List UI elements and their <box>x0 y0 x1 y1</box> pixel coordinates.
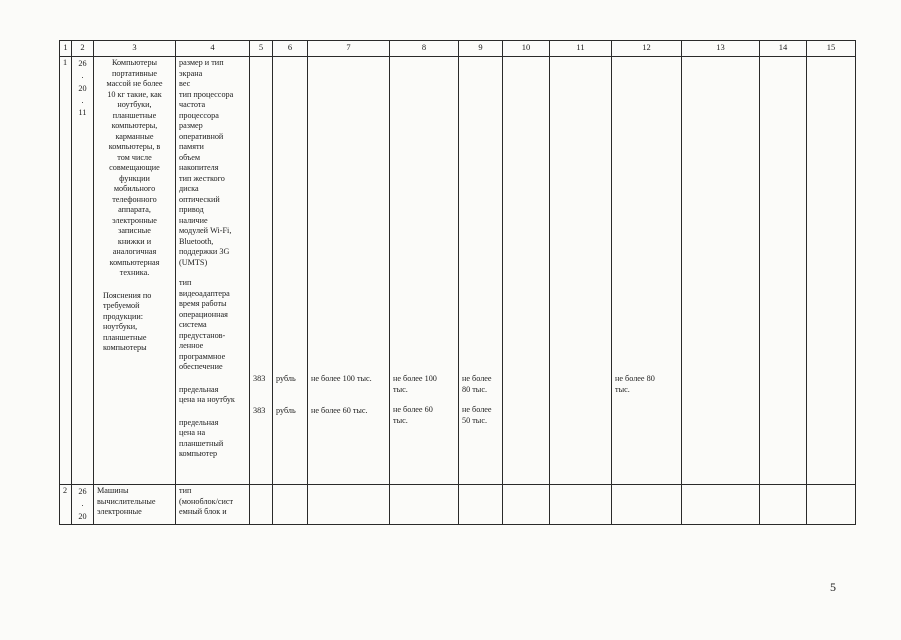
product-name-line: планшетные <box>112 110 157 120</box>
price-line: тыс. <box>393 415 408 425</box>
col8-cell <box>390 57 459 485</box>
price-label-line: планшетный <box>179 438 224 448</box>
page-number: 5 <box>830 580 836 594</box>
spec-cell <box>176 57 250 485</box>
header-cell: 8 <box>390 41 459 57</box>
table-row <box>60 57 856 485</box>
price-line: не более 60 <box>393 405 433 414</box>
spec-item: размер <box>179 121 203 130</box>
price-value <box>393 374 455 395</box>
product-name-cell <box>94 57 176 485</box>
spec-item: тип <box>179 278 192 287</box>
row-number: 2 <box>60 485 72 525</box>
product-name-line: массой не более <box>106 79 163 88</box>
product-name <box>97 486 172 518</box>
explanation-line: Пояснения по <box>103 290 152 300</box>
spec-item: тип жесткого <box>179 173 225 183</box>
spec-item: тип <box>179 486 192 495</box>
product-name-line: книжки и <box>117 236 152 246</box>
spec-list <box>179 58 246 268</box>
price-label-line: предельная <box>179 417 219 427</box>
header-cell: 6 <box>273 41 308 57</box>
product-name-line: том числе <box>117 152 152 162</box>
spec-item: объем <box>179 152 201 162</box>
product-name-line: компьютеры, <box>111 121 158 130</box>
row-number: 1 <box>60 57 72 485</box>
header-cell: 5 <box>250 41 273 57</box>
empty-cell <box>273 485 308 525</box>
specification-table <box>59 40 856 525</box>
empty-cell <box>807 485 856 525</box>
spec-item: экрана <box>179 68 203 78</box>
spec-item: программное <box>179 351 226 361</box>
price-value <box>393 405 455 426</box>
spec-cell <box>176 485 250 525</box>
unit-name: рубль <box>276 405 296 415</box>
price-line: не более 80 <box>615 374 655 383</box>
spec-item: модулей Wi-Fi, <box>179 226 232 235</box>
product-name-line: электронные <box>97 507 142 516</box>
spec-item: Bluetooth, <box>179 236 214 246</box>
price-value <box>615 374 678 395</box>
product-name-line: ноутбуки, <box>117 100 152 109</box>
spec-item: оперативной <box>179 131 224 141</box>
okpd-code: 26 . 20 <box>72 485 94 525</box>
header-cell: 13 <box>682 41 760 57</box>
unit-name-cell <box>273 57 308 485</box>
product-name-line: 10 кг такие, как <box>107 89 162 99</box>
product-name-line: Компьютеры <box>111 58 158 67</box>
spec-item: система <box>179 320 207 329</box>
product-name-line: вычислительные <box>97 496 156 506</box>
spec-item: диска <box>179 184 199 193</box>
unit-name: рубль <box>276 374 296 383</box>
col13-cell <box>682 57 760 485</box>
col10-cell <box>503 57 550 485</box>
product-name-cell <box>94 485 176 525</box>
spec-item: наличие <box>179 215 208 225</box>
product-name-line: техника. <box>119 268 150 277</box>
price-label-notebook <box>179 385 246 406</box>
product-name <box>97 58 172 279</box>
price-label-line: предельная <box>179 384 219 394</box>
explanation-line: требуемой <box>103 301 140 310</box>
header-cell: 14 <box>760 41 807 57</box>
explanation-line: компьютеры <box>103 343 147 352</box>
spec-item: тип процессора <box>179 89 234 99</box>
empty-cell <box>550 485 612 525</box>
price-line: 80 тыс. <box>462 384 487 394</box>
product-name-line: Машины <box>97 486 129 495</box>
price-line: не более <box>462 405 492 414</box>
price-label-line: компьютер <box>179 449 218 458</box>
spec-item: видеоадаптера <box>179 288 230 298</box>
empty-cell <box>459 485 503 525</box>
header-cell: 2 <box>72 41 94 57</box>
table-row <box>60 485 856 525</box>
spec-item: время работы <box>179 299 227 308</box>
spec-item: привод <box>179 205 204 214</box>
header-cell: 10 <box>503 41 550 57</box>
empty-cell <box>503 485 550 525</box>
empty-cell <box>760 485 807 525</box>
spec-item: оптический <box>179 194 220 204</box>
spec-item: памяти <box>179 142 204 151</box>
spec-item: ленное <box>179 341 204 350</box>
spec-item: емный блок и <box>179 507 227 516</box>
price-value: не более 100 тыс. <box>311 374 372 383</box>
price-line: не более <box>462 374 492 383</box>
header-cell: 15 <box>807 41 856 57</box>
col14-cell <box>760 57 807 485</box>
empty-cell <box>612 485 682 525</box>
spec-item: (UMTS) <box>179 257 208 267</box>
spec-item: процессора <box>179 110 219 120</box>
header-cell: 12 <box>612 41 682 57</box>
empty-cell <box>390 485 459 525</box>
spec-item: (моноблок/сист <box>179 496 234 506</box>
price-label-tablet <box>179 418 246 460</box>
price-line: 50 тыс. <box>462 415 487 425</box>
spec-item: поддержки 3G <box>179 247 230 256</box>
price-label-line: цена на <box>179 428 206 437</box>
price-label-line: цена на ноутбук <box>179 395 235 404</box>
header-cell: 1 <box>60 41 72 57</box>
product-name-line: мобильного <box>113 184 156 193</box>
col9-cell <box>459 57 503 485</box>
product-name-line: совмещающие <box>109 163 160 172</box>
explanation-line: ноутбуки, <box>103 322 138 331</box>
spec-item: операционная <box>179 309 228 319</box>
unit-code-cell <box>250 57 273 485</box>
product-name-line: функции <box>119 173 150 183</box>
product-name-line: электронные <box>112 215 157 225</box>
header-cell: 7 <box>308 41 390 57</box>
empty-cell <box>308 485 390 525</box>
product-name-line: портативные <box>112 68 157 78</box>
product-name-line: записные <box>118 226 151 235</box>
product-name-line: аппарата, <box>118 205 151 214</box>
spec-list <box>179 486 246 518</box>
col12-cell <box>612 57 682 485</box>
okpd-code: 26 . 20 . 11 <box>72 57 94 485</box>
product-name-line: телефонного <box>112 194 157 204</box>
price-line: тыс. <box>393 384 408 394</box>
explanation-line: планшетные <box>103 332 147 342</box>
price-value <box>462 374 499 395</box>
col15-cell <box>807 57 856 485</box>
col11-cell <box>550 57 612 485</box>
spec-item: вес <box>179 79 191 88</box>
header-cell: 4 <box>176 41 250 57</box>
price-value: не более 60 тыс. <box>311 405 368 415</box>
spec-item: накопителя <box>179 163 219 172</box>
product-name-line: компьютерная <box>109 257 160 267</box>
explanation-line: продукции: <box>103 311 143 321</box>
spec-item: размер и тип <box>179 58 224 67</box>
spec-item: предустанов- <box>179 330 226 340</box>
empty-cell <box>682 485 760 525</box>
spec-list-2 <box>179 278 246 373</box>
price-line: тыс. <box>615 384 630 394</box>
product-name-line: карманные <box>115 131 154 141</box>
product-explanation <box>97 291 172 354</box>
empty-cell <box>250 485 273 525</box>
header-cell: 3 <box>94 41 176 57</box>
unit-code: 383 <box>253 405 266 415</box>
spec-item: обеспечение <box>179 362 223 371</box>
col7-cell <box>308 57 390 485</box>
header-cell: 11 <box>550 41 612 57</box>
header-cell: 9 <box>459 41 503 57</box>
spec-item: частота <box>179 100 206 109</box>
price-value <box>462 405 499 426</box>
price-line: не более 100 <box>393 374 437 383</box>
header-row <box>60 41 856 57</box>
unit-code: 383 <box>253 374 266 383</box>
product-name-line: аналогичная <box>112 247 157 256</box>
product-name-line: компьютеры, в <box>108 142 161 151</box>
